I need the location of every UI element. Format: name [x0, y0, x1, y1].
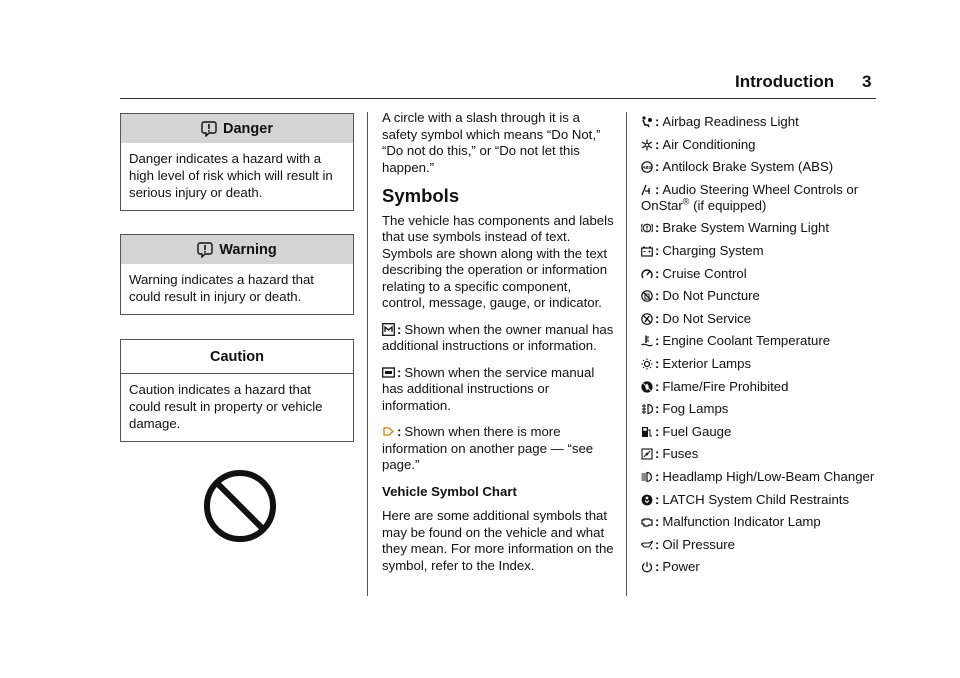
oil-pressure-icon: [641, 539, 653, 551]
alert-icon: [197, 242, 213, 258]
steering-wheel-controls-icon: [641, 184, 653, 196]
danger-title: Danger: [223, 121, 273, 137]
fog-lamps-icon: [641, 403, 653, 415]
symbols-description: The vehicle has components and labels that use symbols instead of text. Symbols are shown along with the text describing the operation or information relating to a specific component, control, message, gauge, or indicator.: [382, 212, 614, 310]
list-item: : Fuel Gauge: [641, 424, 881, 440]
column-divider: [626, 112, 627, 596]
service-manual-text: Shown when the service manual has additional instructions or information.: [382, 364, 595, 413]
power-icon: [641, 561, 653, 573]
caution-text: Caution indicates a hazard that could result in property or vehicle damage.: [129, 382, 323, 431]
list-item: : LATCH System Child Restraints: [641, 492, 881, 508]
flame-prohibited-icon: [641, 381, 653, 393]
headlamp-beam-icon: [641, 471, 653, 483]
airbag-icon: [641, 116, 653, 128]
see-page-entry: : Shown when there is more information on another page — “see page.”: [382, 424, 594, 472]
list-item: : Do Not Puncture: [641, 288, 881, 304]
list-item: : Flame/Fire Prohibited: [641, 379, 881, 395]
arrow-right-icon: [382, 425, 395, 438]
warning-notice: [120, 234, 354, 315]
list-item: : Oil Pressure: [641, 537, 881, 553]
list-item: : Cruise Control: [641, 266, 881, 282]
do-not-service-icon: [641, 313, 653, 325]
danger-notice: [120, 113, 354, 211]
fuel-gauge-icon: [641, 426, 653, 438]
list-item: : Power: [641, 559, 881, 575]
list-item: : Malfunction Indicator Lamp: [641, 514, 881, 530]
battery-icon: [641, 245, 653, 257]
list-item: : Brake System Warning Light: [641, 220, 881, 236]
list-item: ABS : Antilock Brake System (ABS): [642, 159, 834, 175]
list-item: : Air Conditioning: [641, 137, 881, 153]
symbols-heading: Symbols: [382, 185, 460, 206]
header-rule: [120, 98, 876, 99]
coolant-temperature-icon: [641, 335, 653, 347]
exterior-lamps-icon: [641, 358, 653, 370]
do-not-puncture-icon: [641, 290, 653, 302]
svg-text:ABS: ABS: [642, 165, 652, 171]
section-title: Introduction: [735, 72, 835, 91]
see-page-text: Shown when there is more information on another page — “see page.”: [382, 424, 594, 472]
engine-malfunction-icon: [641, 516, 653, 528]
caution-header: [121, 340, 353, 374]
vehicle-symbol-chart-heading: Vehicle Symbol Chart: [382, 483, 517, 499]
warning-text: Warning indicates a hazard that could result in injury or death.: [129, 272, 314, 304]
warning-title: Warning: [219, 242, 277, 258]
air-conditioning-icon: [641, 139, 653, 151]
list-item: : Fog Lamps: [641, 401, 881, 417]
list-item: : Airbag Readiness Light: [641, 114, 881, 130]
cruise-control-icon: [641, 268, 653, 280]
symbols-intro-column: [382, 110, 614, 584]
fuses-icon: [641, 448, 653, 460]
abs-icon: [641, 161, 653, 173]
symbol-chart-description: Here are some additional symbols that may be found on the vehicle and what they mean. For more information on the symbol, refer to the Index.: [382, 508, 614, 573]
list-item: : Charging System: [641, 243, 881, 259]
do-not-explanation: A circle with a slash through it is a safety symbol which means “Do Not,” “Do not do this,” or “Do not let this happen.”: [382, 110, 601, 175]
caution-notice: [120, 339, 354, 442]
latch-icon: [641, 494, 653, 506]
caution-title: Caution: [210, 349, 264, 365]
page-number: 3: [862, 72, 872, 91]
owner-manual-entry: : Shown when the owner manual has additional instructions or information.: [382, 321, 614, 353]
list-item: : Audio Steering Wheel Controls or OnStar® (if equipped): [641, 181, 859, 213]
danger-text: Danger indicates a hazard with a high level of risk which will result in serious injury or death.: [129, 151, 333, 200]
owner-manual-icon: [382, 323, 395, 336]
list-item: : Fuses: [641, 446, 881, 462]
service-manual-icon: [382, 366, 395, 379]
alert-icon: [201, 121, 217, 137]
symbol-chart-list: [641, 114, 881, 582]
list-item: : Exterior Lamps: [641, 356, 881, 372]
warning-header: [121, 235, 353, 264]
list-item: : Do Not Service: [641, 311, 881, 327]
owner-manual-text: Shown when the owner manual has additional instructions or information.: [382, 321, 614, 353]
brake-warning-icon: [641, 222, 653, 234]
service-manual-entry: : Shown when the service manual has additional instructions or information.: [382, 364, 595, 413]
danger-header: [121, 114, 353, 143]
column-divider: [367, 112, 368, 596]
list-item: : Headlamp High/Low-Beam Changer: [641, 469, 881, 485]
do-not-symbol-icon: [202, 468, 278, 544]
list-item: : Engine Coolant Temperature: [641, 333, 881, 349]
